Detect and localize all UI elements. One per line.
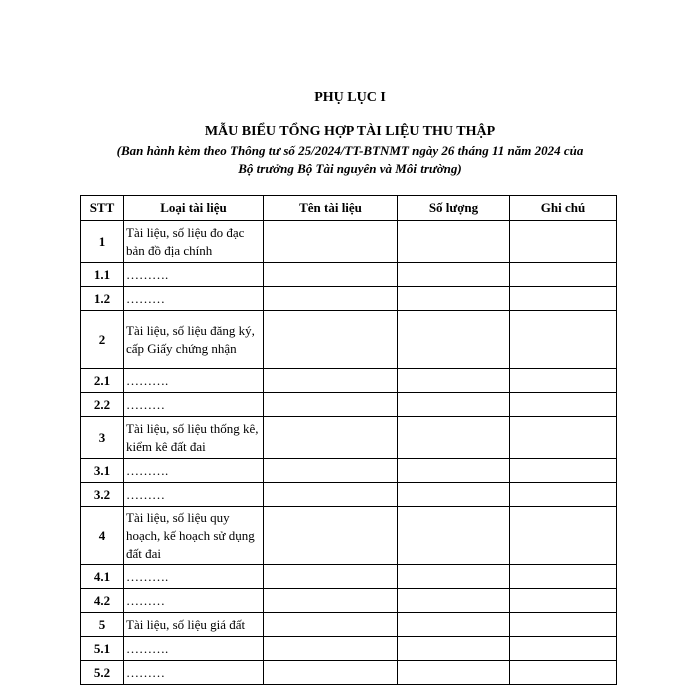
row-quantity <box>398 637 510 661</box>
row-quantity <box>398 661 510 685</box>
row-notes <box>510 417 617 459</box>
table-row <box>81 565 617 589</box>
table-row <box>81 287 617 311</box>
row-document-name <box>264 311 398 369</box>
row-document-type: ……… <box>124 287 264 311</box>
row-document-type: ……… <box>124 393 264 417</box>
row-stt: 3.1 <box>81 459 124 483</box>
row-stt: 1.1 <box>81 263 124 287</box>
row-stt: 1.2 <box>81 287 124 311</box>
row-notes <box>510 483 617 507</box>
appendix-label: PHỤ LỤC I <box>314 90 386 105</box>
row-document-type: Tài liệu, số liệu giá đất <box>124 613 264 637</box>
row-notes <box>510 507 617 565</box>
row-stt: 2 <box>81 311 124 369</box>
row-document-name <box>264 417 398 459</box>
table-row <box>81 393 617 417</box>
row-document-type: ………. <box>124 369 264 393</box>
row-stt: 4 <box>81 507 124 565</box>
row-document-name <box>264 459 398 483</box>
row-document-type: Tài liệu, số liệu thống kê, kiểm kê đất đai <box>124 417 264 459</box>
row-notes <box>510 589 617 613</box>
summary-table <box>80 195 617 685</box>
row-document-name <box>264 661 398 685</box>
row-stt: 3.2 <box>81 483 124 507</box>
row-quantity <box>398 507 510 565</box>
column-header-quantity: Số lượng <box>398 196 510 221</box>
row-quantity <box>398 221 510 263</box>
row-document-name <box>264 221 398 263</box>
row-document-type: Tài liệu, số liệu đo đạc bản đồ địa chính <box>124 221 264 263</box>
row-document-type: ……… <box>124 589 264 613</box>
table-row <box>81 417 617 459</box>
row-notes <box>510 263 617 287</box>
row-document-name <box>264 263 398 287</box>
table-body <box>81 221 617 685</box>
row-document-name <box>264 483 398 507</box>
row-stt: 1 <box>81 221 124 263</box>
row-notes <box>510 459 617 483</box>
table-header-row <box>81 196 617 221</box>
table-row <box>81 311 617 369</box>
row-notes <box>510 565 617 589</box>
row-notes <box>510 613 617 637</box>
table-row <box>81 263 617 287</box>
row-quantity <box>398 589 510 613</box>
row-document-type: Tài liệu, số liệu quy hoạch, kế hoạch sử dụng đất đai <box>124 507 264 565</box>
row-notes <box>510 393 617 417</box>
row-document-type: ………. <box>124 637 264 661</box>
row-stt: 2.2 <box>81 393 124 417</box>
row-document-type: ………. <box>124 565 264 589</box>
row-document-name <box>264 613 398 637</box>
row-document-name <box>264 393 398 417</box>
row-quantity <box>398 565 510 589</box>
row-document-type: ……… <box>124 483 264 507</box>
row-stt: 3 <box>81 417 124 459</box>
row-quantity <box>398 393 510 417</box>
row-document-name <box>264 507 398 565</box>
column-header-stt: STT <box>81 196 124 221</box>
row-document-name <box>264 637 398 661</box>
row-document-name <box>264 565 398 589</box>
table-row <box>81 589 617 613</box>
table-row <box>81 369 617 393</box>
row-document-name <box>264 369 398 393</box>
row-document-type: ………. <box>124 263 264 287</box>
row-notes <box>510 637 617 661</box>
row-document-name <box>264 589 398 613</box>
table-row <box>81 661 617 685</box>
row-quantity <box>398 263 510 287</box>
table-row <box>81 613 617 637</box>
table-row <box>81 483 617 507</box>
table-row <box>81 637 617 661</box>
row-quantity <box>398 613 510 637</box>
column-header-type: Loại tài liệu <box>124 196 264 221</box>
table-row <box>81 221 617 263</box>
row-stt: 4.2 <box>81 589 124 613</box>
row-notes <box>510 287 617 311</box>
row-stt: 5 <box>81 613 124 637</box>
row-notes <box>510 311 617 369</box>
row-stt: 2.1 <box>81 369 124 393</box>
form-subtitle-line2: Bộ trưởng Bộ Tài nguyên và Môi trường) <box>238 161 462 176</box>
table-row <box>81 459 617 483</box>
row-quantity <box>398 459 510 483</box>
table-row <box>81 507 617 565</box>
row-document-type: ……… <box>124 661 264 685</box>
row-document-type: ………. <box>124 459 264 483</box>
row-stt: 5.1 <box>81 637 124 661</box>
row-notes <box>510 661 617 685</box>
row-document-name <box>264 287 398 311</box>
form-subtitle-line1: (Ban hành kèm theo Thông tư số 25/2024/TT-BTNMT ngày 26 tháng 11 năm 2024 của <box>116 143 584 158</box>
row-quantity <box>398 483 510 507</box>
row-notes <box>510 369 617 393</box>
row-stt: 4.1 <box>81 565 124 589</box>
row-document-type: Tài liệu, số liệu đăng ký, cấp Giấy chứng nhận <box>124 311 264 369</box>
row-quantity <box>398 287 510 311</box>
row-quantity <box>398 417 510 459</box>
row-quantity <box>398 311 510 369</box>
column-header-name: Tên tài liệu <box>264 196 398 221</box>
form-title: MẪU BIỂU TỔNG HỢP TÀI LIỆU THU THẬP <box>204 124 496 139</box>
column-header-notes: Ghi chú <box>510 196 617 221</box>
row-stt: 5.2 <box>81 661 124 685</box>
row-quantity <box>398 369 510 393</box>
row-notes <box>510 221 617 263</box>
